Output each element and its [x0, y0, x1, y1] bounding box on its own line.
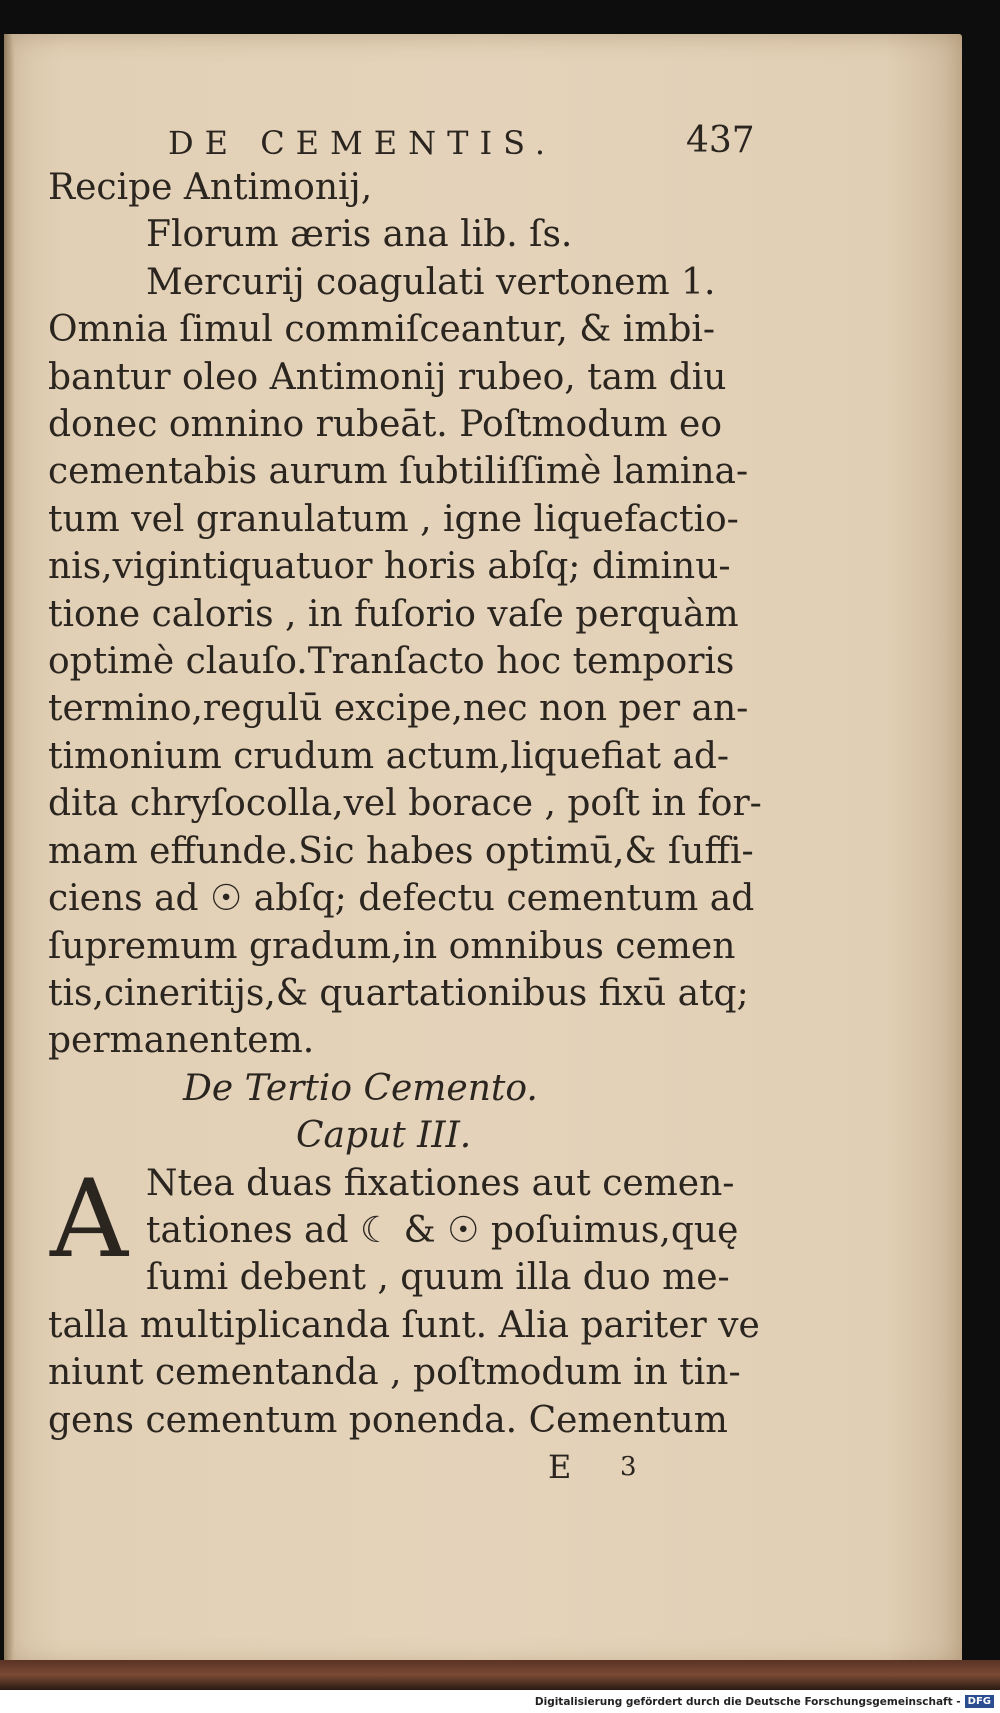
running-head: DE CEMENTIS. — [168, 124, 557, 162]
text-line: permanentem. — [48, 1020, 315, 1062]
text-line: ciens ad ☉ abſq; defectu cementum ad — [48, 878, 755, 920]
dropcap-letter: A — [50, 1156, 128, 1282]
text-line: niunt cementanda , poſtmodum in tin- — [48, 1352, 741, 1394]
text-line: nis,vigintiquatuor horis abſq; diminu- — [48, 546, 731, 588]
signature-number: 3 — [620, 1452, 637, 1482]
text-line: ſupremum gradum,in omnibus cemen — [48, 925, 736, 967]
book-edge-strip — [0, 1660, 1000, 1690]
section-title: De Tertio Cemento. — [183, 1067, 538, 1109]
digitization-footer — [0, 1690, 1000, 1713]
text-line: Mercurij coagulati vertonem 1. — [146, 261, 716, 303]
page-number: 437 — [686, 120, 755, 161]
text-line: Recipe Antimonij, — [48, 167, 373, 208]
text-line: donec omnino rubeāt. Poſtmodum eo — [48, 404, 723, 446]
text-line: cementabis aurum ſubtiliſſimè lamina- — [48, 451, 749, 493]
dfg-logo: DFG — [965, 1695, 994, 1708]
text-line: bantur oleo Antimonij rubeo, tam diu — [48, 356, 727, 398]
page-edge — [4, 34, 14, 1666]
text-line: Ntea duas fixationes aut cemen- — [146, 1162, 735, 1204]
text-line: gens cementum ponenda. Cementum — [48, 1399, 728, 1441]
text-line: dita chryſocolla,vel borace , poſt in for- — [48, 783, 762, 825]
body-part2 — [48, 1302, 760, 1444]
funding-credit: Digitalisierung gefördert durch die Deutsche Forschungsgemeinschaft - — [534, 1695, 961, 1708]
text-line: tis,cineritijs,& quartationibus fixū atq; — [48, 972, 749, 1014]
text-line: Florum æris ana lib. ſs. — [146, 214, 573, 256]
text-line: termino,regulū excipe,nec non per an- — [48, 688, 749, 730]
dropcap-paragraph — [48, 1156, 753, 1302]
text-line: tationes ad ☾ & ☉ poſuimus,quę — [146, 1209, 739, 1251]
body-part1 — [48, 164, 762, 1065]
chapter-heading: Caput III. — [296, 1115, 472, 1157]
text-line: Omnia ſimul commiſceantur, & imbi- — [48, 309, 716, 351]
page-header — [48, 118, 753, 164]
signature-mark: E — [548, 1448, 572, 1486]
text-line: timonium crudum actum,liquefiat ad- — [48, 735, 730, 777]
text-line: ſumi debent , quum illa duo me- — [146, 1257, 730, 1299]
text-line: tum vel granulatum , igne liquefactio- — [48, 498, 739, 540]
text-line: mam effunde.Sic habes optimū,& ſuffi- — [48, 830, 754, 872]
page-text-column — [48, 118, 762, 1444]
text-line: optimè clauſo.Tranſacto hoc temporis — [48, 641, 735, 683]
text-line: talla multiplicanda ſunt. Alia pariter ve — [48, 1304, 760, 1346]
text-line: tione caloris , in fuſorio vaſe perquàm — [48, 593, 739, 635]
